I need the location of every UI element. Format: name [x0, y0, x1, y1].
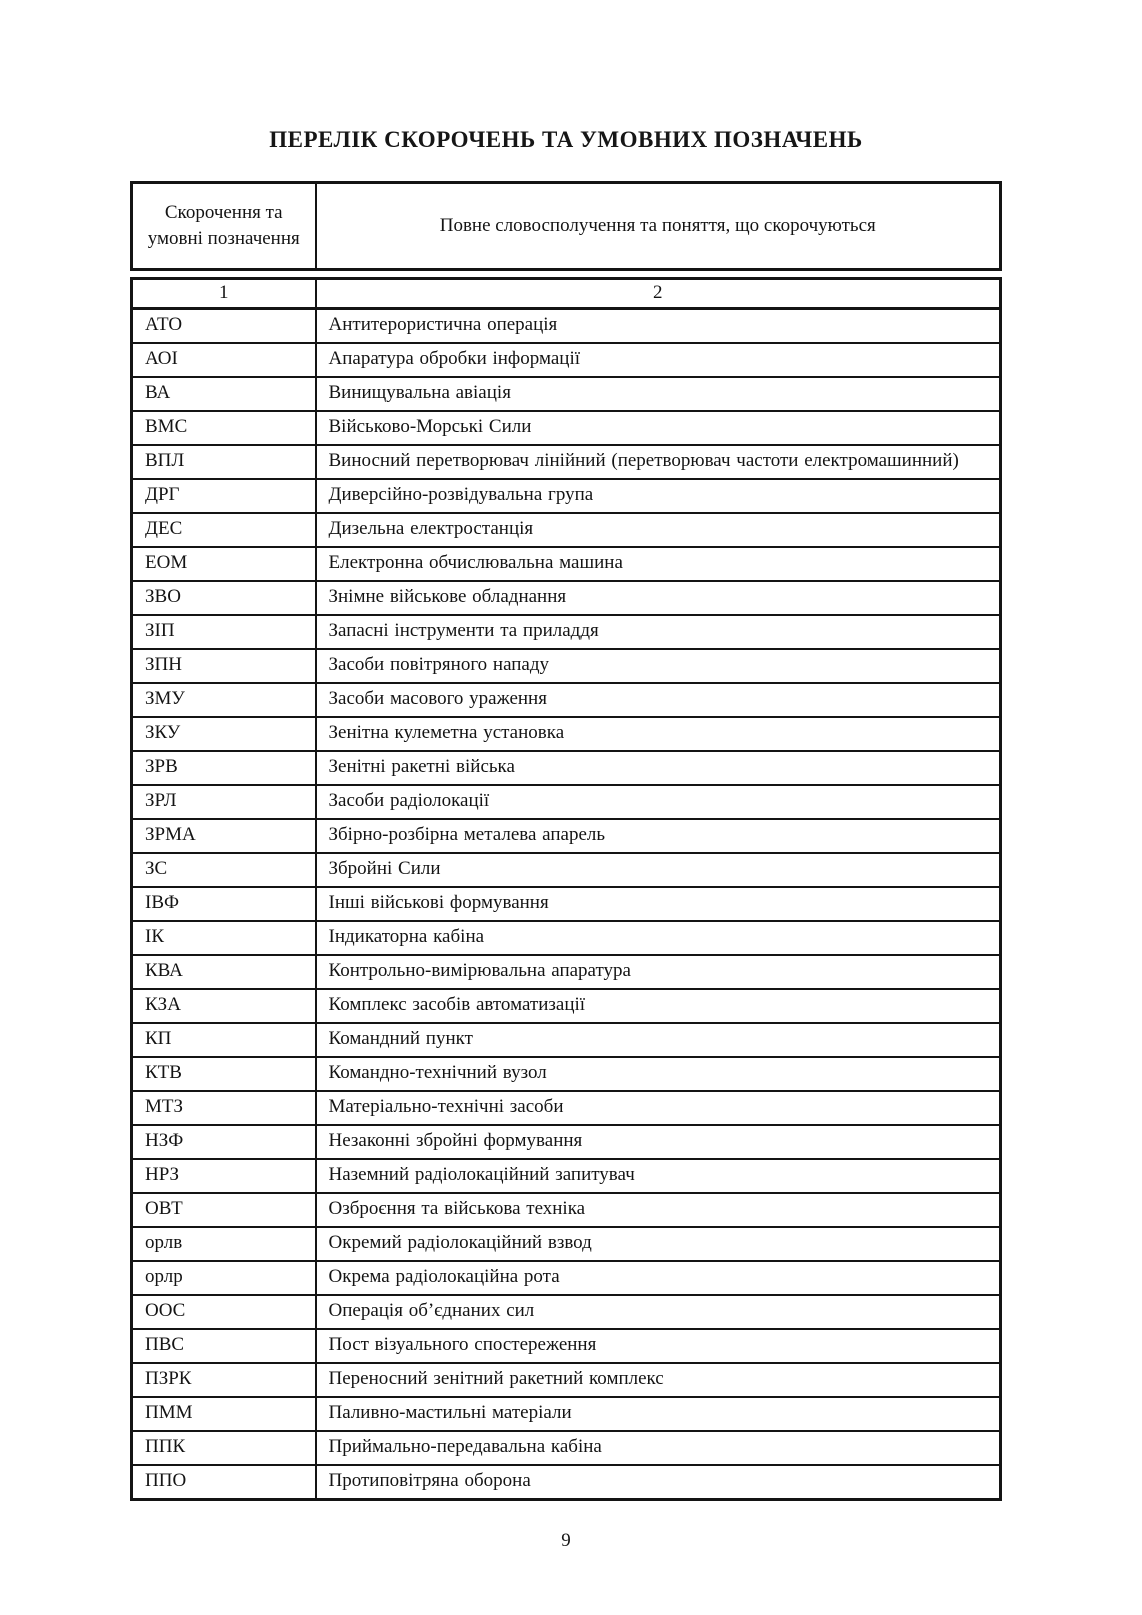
abbreviation-cell: ЗПН: [132, 649, 316, 683]
definition-cell: Винищувальна авіація: [316, 377, 1001, 411]
abbreviation-cell: ЗРВ: [132, 751, 316, 785]
table-row: [132, 1295, 1001, 1329]
table-row: [132, 683, 1001, 717]
abbreviation-cell: ДЕС: [132, 513, 316, 547]
definition-cell: Командно-технічний вузол: [316, 1057, 1001, 1091]
definition-cell: Озброєння та військова техніка: [316, 1193, 1001, 1227]
definition-cell: Операція об’єднаних сил: [316, 1295, 1001, 1329]
definition-cell: Наземний радіолокаційний запитувач: [316, 1159, 1001, 1193]
abbreviation-cell: ДРГ: [132, 479, 316, 513]
definition-cell: Апаратура обробки інформації: [316, 343, 1001, 377]
abbreviations-table: [130, 277, 1002, 1501]
abbreviation-cell: ЕОМ: [132, 547, 316, 581]
table-row: [132, 989, 1001, 1023]
abbreviation-cell: орлр: [132, 1261, 316, 1295]
table-row: [132, 955, 1001, 989]
abbreviation-cell: КЗА: [132, 989, 316, 1023]
abbreviation-cell: КП: [132, 1023, 316, 1057]
table-row: [132, 615, 1001, 649]
abbreviation-cell: ЗРЛ: [132, 785, 316, 819]
table-row: [132, 785, 1001, 819]
table-row: [132, 1057, 1001, 1091]
abbreviation-cell: ПЗРК: [132, 1363, 316, 1397]
abbreviation-cell: ІВФ: [132, 887, 316, 921]
abbreviation-cell: ЗІП: [132, 615, 316, 649]
definition-cell: Незаконні збройні формування: [316, 1125, 1001, 1159]
definition-cell: Паливно-мастильні матеріали: [316, 1397, 1001, 1431]
table-row: [132, 445, 1001, 479]
table-row: [132, 887, 1001, 921]
definition-cell: Пост візуального спостереження: [316, 1329, 1001, 1363]
definition-cell: Знімне військове обладнання: [316, 581, 1001, 615]
table-row: [132, 1363, 1001, 1397]
definition-cell: Зенітна кулеметна установка: [316, 717, 1001, 751]
abbreviation-cell: НЗФ: [132, 1125, 316, 1159]
definition-cell: Засоби повітряного нападу: [316, 649, 1001, 683]
abbreviation-cell: ВПЛ: [132, 445, 316, 479]
abbreviation-cell: ППК: [132, 1431, 316, 1465]
abbreviation-cell: АТО: [132, 309, 316, 344]
abbreviation-cell: орлв: [132, 1227, 316, 1261]
table-row: [132, 547, 1001, 581]
definition-cell: Переносний зенітний ракетний комплекс: [316, 1363, 1001, 1397]
abbreviation-cell: ЗВО: [132, 581, 316, 615]
table-row: [132, 1261, 1001, 1295]
definition-cell: Електронна обчислювальна машина: [316, 547, 1001, 581]
abbreviations-table-header: [130, 181, 1002, 271]
table-row: [132, 581, 1001, 615]
table-row: [132, 343, 1001, 377]
abbreviation-cell: КВА: [132, 955, 316, 989]
abbreviation-cell: ЗС: [132, 853, 316, 887]
table-row: [132, 819, 1001, 853]
table-row: [132, 479, 1001, 513]
table-row: [132, 649, 1001, 683]
definition-cell: Збройні Сили: [316, 853, 1001, 887]
table-row: [132, 309, 1001, 344]
abbreviation-cell: КТВ: [132, 1057, 316, 1091]
abbreviation-cell: ППО: [132, 1465, 316, 1500]
abbreviation-cell: ВА: [132, 377, 316, 411]
table-row: [132, 853, 1001, 887]
table-row: [132, 513, 1001, 547]
table-row: [132, 411, 1001, 445]
definition-cell: Запасні інструменти та приладдя: [316, 615, 1001, 649]
abbreviation-cell: АОІ: [132, 343, 316, 377]
definition-cell: Збірно-розбірна металева апарель: [316, 819, 1001, 853]
page-content: [130, 0, 1002, 1554]
table-row: [132, 377, 1001, 411]
abbreviation-cell: ОВТ: [132, 1193, 316, 1227]
abbreviation-cell: НРЗ: [132, 1159, 316, 1193]
table-rows: [132, 279, 1001, 1500]
abbreviation-cell: ЗРМА: [132, 819, 316, 853]
table-row: [132, 717, 1001, 751]
table-row: [132, 1193, 1001, 1227]
definition-cell: Дизельна електростанція: [316, 513, 1001, 547]
definition-cell: Засоби масового ураження: [316, 683, 1001, 717]
abbreviation-cell: ІК: [132, 921, 316, 955]
table-row: [132, 1159, 1001, 1193]
table-row: [132, 1023, 1001, 1057]
definition-cell: Матеріально-технічні засоби: [316, 1091, 1001, 1125]
definition-cell: Комплекс засобів автоматизації: [316, 989, 1001, 1023]
table-row: [132, 1431, 1001, 1465]
table-row: [132, 1329, 1001, 1363]
definition-cell: Окрема радіолокаційна рота: [316, 1261, 1001, 1295]
table-row: [132, 1091, 1001, 1125]
abbreviation-cell: ПММ: [132, 1397, 316, 1431]
definition-cell: Командний пункт: [316, 1023, 1001, 1057]
col2-number: 2: [316, 279, 1001, 309]
definition-cell: Окремий радіолокаційний взвод: [316, 1227, 1001, 1261]
definition-cell: Зенітні ракетні війська: [316, 751, 1001, 785]
table-row: [132, 1227, 1001, 1261]
abbreviation-cell: ПВС: [132, 1329, 316, 1363]
definition-cell: Інші військові формування: [316, 887, 1001, 921]
col1-header: Скорочення та умовні позначення: [132, 183, 316, 270]
definition-cell: Приймально-передавальна кабіна: [316, 1431, 1001, 1465]
table-row: [132, 751, 1001, 785]
abbreviation-cell: ЗКУ: [132, 717, 316, 751]
table-row: [132, 921, 1001, 955]
abbreviation-cell: ВМС: [132, 411, 316, 445]
column-number-row: [132, 279, 1001, 309]
abbreviation-cell: ООС: [132, 1295, 316, 1329]
definition-cell: Протиповітряна оборона: [316, 1465, 1001, 1500]
header-row: [132, 183, 1001, 270]
definition-cell: Диверсійно-розвідувальна група: [316, 479, 1001, 513]
definition-cell: Виносний перетворювач лінійний (перетворювач частоти електромашинний): [316, 445, 1001, 479]
page-title: ПЕРЕЛІК СКОРОЧЕНЬ ТА УМОВНИХ ПОЗНАЧЕНЬ: [269, 127, 863, 152]
table-row: [132, 1465, 1001, 1500]
definition-cell: Антитерористична операція: [316, 309, 1001, 344]
col1-number: 1: [132, 279, 316, 309]
col2-header: Повне словосполучення та поняття, що скорочуються: [316, 183, 1001, 270]
abbreviation-cell: МТЗ: [132, 1091, 316, 1125]
definition-cell: Контрольно-вимірювальна апаратура: [316, 955, 1001, 989]
definition-cell: Індикаторна кабіна: [316, 921, 1001, 955]
table-row: [132, 1125, 1001, 1159]
definition-cell: Засоби радіолокації: [316, 785, 1001, 819]
definition-cell: Військово-Морські Сили: [316, 411, 1001, 445]
table-row: [132, 1397, 1001, 1431]
abbreviation-cell: ЗМУ: [132, 683, 316, 717]
page-number: 9: [561, 1530, 571, 1551]
